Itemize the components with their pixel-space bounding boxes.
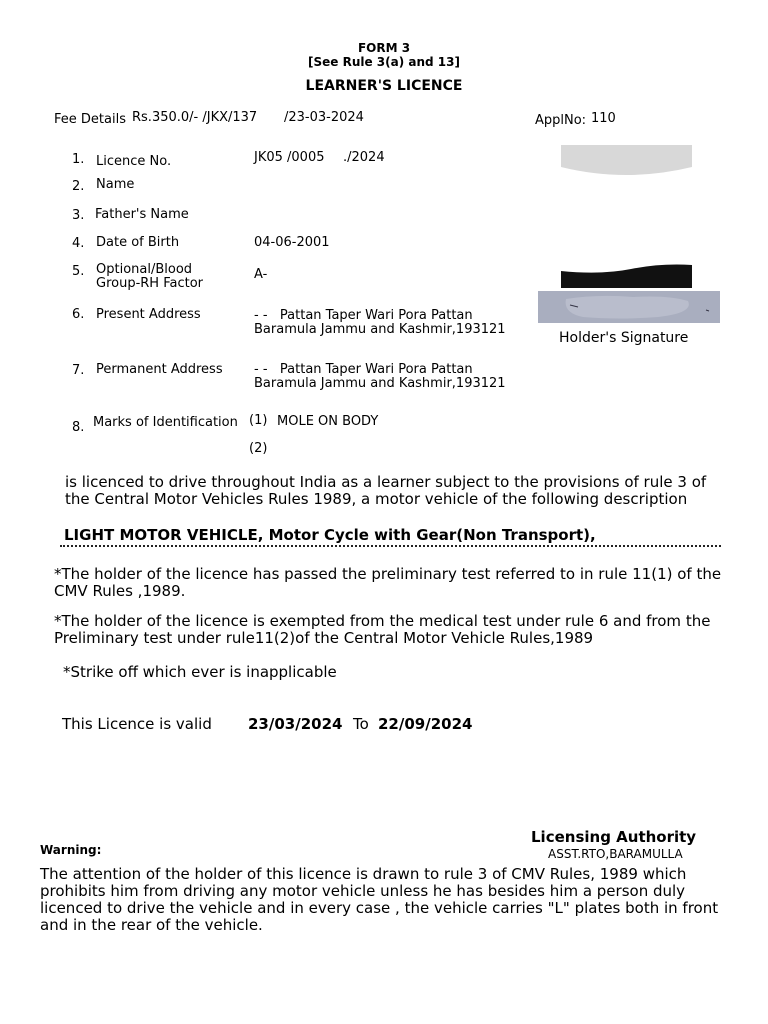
valid-from-date: 23/03/2024 <box>248 715 343 733</box>
present-address-label: Present Address <box>96 307 201 322</box>
permanent-address-line1: - - Pattan Taper Wari Pora Pattan <box>254 362 473 377</box>
strike-off-note: *Strike off which ever is inapplicable <box>63 663 337 681</box>
blood-group-label: Optional/Blood <box>96 262 193 277</box>
licensing-authority-title: Licensing Authority <box>531 828 697 846</box>
name-label: Name <box>96 177 135 192</box>
fathers-name-label: Father's Name <box>95 207 189 222</box>
exemption-note: *The holder of the licence is exempted from the medical test under rule 6 and from the Preliminary test under rule11(2)of the Central Motor Vehicle Rules,1989 <box>54 612 711 647</box>
permanent-address-line2: Baramula Jammu and Kashmir,193121 <box>254 376 506 391</box>
mark-number: (2) <box>249 441 268 456</box>
licence-no-suffix: ./2024 <box>343 150 385 165</box>
field-number: 6. <box>72 307 85 322</box>
field-number: 5. <box>72 264 85 279</box>
holder-photo <box>561 145 692 288</box>
document-title: LEARNER'S LICENCE <box>305 78 463 94</box>
present-address-line1: - - Pattan Taper Wari Pora Pattan <box>254 308 473 323</box>
fee-details-label: Fee Details <box>54 112 126 127</box>
valid-to-label: To <box>353 715 369 733</box>
fee-details-date: /23-03-2024 <box>284 110 364 125</box>
blood-group-value: A- <box>254 267 268 282</box>
blood-group-label-line2: Group-RH Factor <box>96 276 204 291</box>
field-number: 7. <box>72 363 85 378</box>
field-number: 1. <box>72 152 85 167</box>
licence-no-label: Licence No. <box>96 154 172 169</box>
date-of-birth-label: Date of Birth <box>96 235 180 250</box>
date-of-birth-value: 04-06-2001 <box>254 235 330 250</box>
warning-text: The attention of the holder of this licence is drawn to rule 3 of CMV Rules, 1989 which prohibits him from driving any motor vehicle unless he has besides him a person duly licenced to drive the vehicle and in every case , the vehicle carries "L" plates both in front and in the rear of the vehicle. <box>40 865 719 934</box>
holder-signature-image <box>538 291 720 323</box>
licence-intro-text: is licenced to drive throughout India as a learner subject to the provisions of rule 3 of the Central Motor Vehicles Rules 1989, a motor vehicle of the following description <box>65 473 707 508</box>
field-number: 8. <box>72 420 85 435</box>
licensing-authority-office: ASST.RTO,BARAMULLA <box>548 847 683 861</box>
marks-of-identification-label: Marks of Identification <box>93 415 238 430</box>
field-number: 3. <box>72 208 85 223</box>
mark-text: MOLE ON BODY <box>277 414 379 429</box>
appl-no-value: 110 <box>591 111 616 126</box>
permanent-address-label: Permanent Address <box>96 362 223 377</box>
rule-reference: [See Rule 3(a) and 13] <box>308 55 460 69</box>
warning-label: Warning: <box>40 843 102 857</box>
validity-label: This Licence is valid <box>62 715 212 733</box>
field-number: 4. <box>72 236 85 251</box>
fee-details-value: Rs.350.0/- /JKX/137 <box>132 110 258 125</box>
vehicle-class: LIGHT MOTOR VEHICLE, Motor Cycle with Gear(Non Transport), <box>64 526 596 544</box>
vehicle-class-divider <box>60 545 721 547</box>
appl-no-label: ApplNo: <box>535 113 587 128</box>
field-number: 2. <box>72 179 85 194</box>
form-number: FORM 3 <box>357 41 411 55</box>
preliminary-test-note: *The holder of the licence has passed the preliminary test referred to in rule 11(1) of the CMV Rules ,1989. <box>54 565 722 600</box>
holder-signature-label: Holder's Signature <box>559 330 689 346</box>
licence-no-value: JK05 /0005 <box>254 150 325 165</box>
present-address-line2: Baramula Jammu and Kashmir,193121 <box>254 322 506 337</box>
mark-number: (1) <box>249 413 268 428</box>
valid-to-date: 22/09/2024 <box>378 715 473 733</box>
